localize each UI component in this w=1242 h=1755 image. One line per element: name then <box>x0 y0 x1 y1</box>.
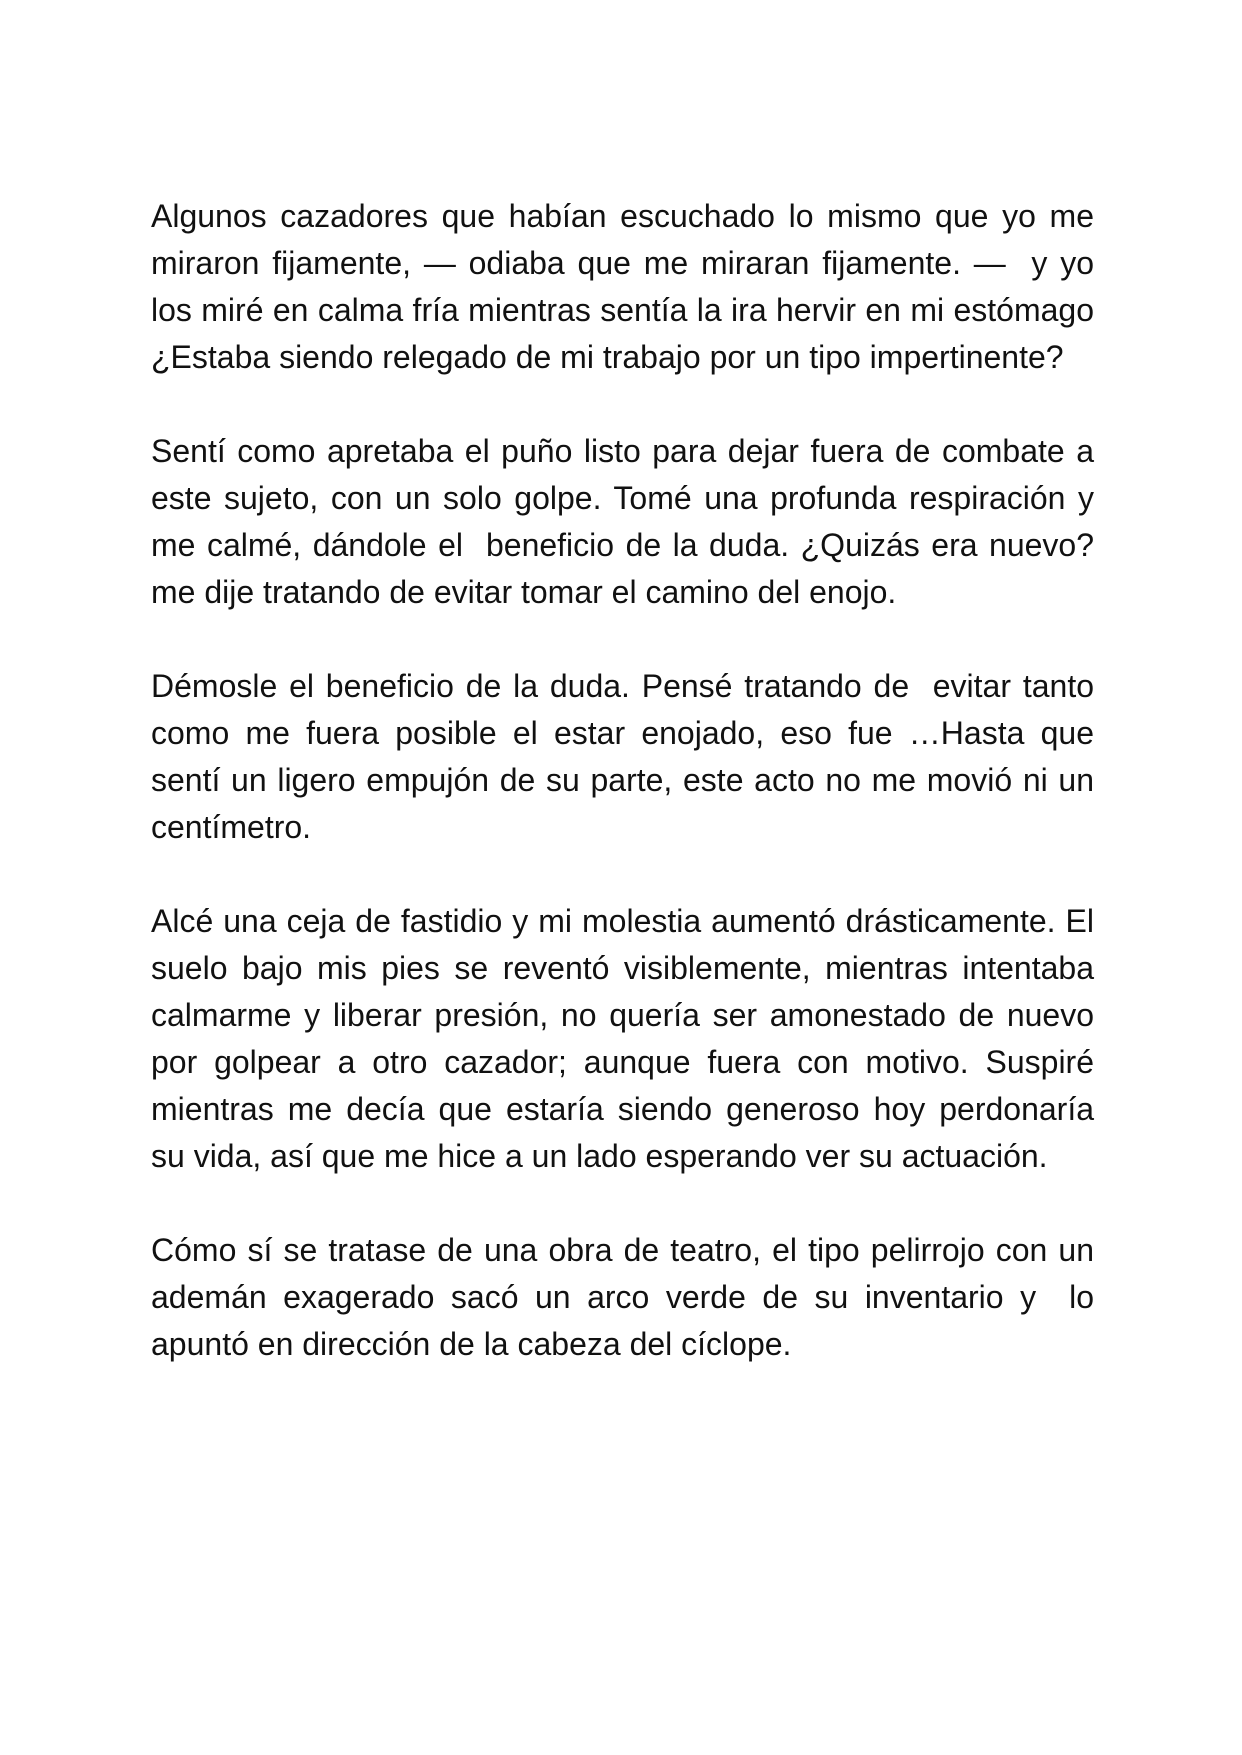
paragraph-5: Cómo sí se tratase de una obra de teatro, el tipo pelirrojo con un ademán exagerado sacó un arco verde de su inventario y lo apuntó en dirección de la cabeza del cíclope. <box>151 1232 1103 1362</box>
paragraph-1: Algunos cazadores que habían escuchado lo mismo que yo me miraron fijamente, — odiaba que me miraran fijamente. — y yo los miré en calma fría mientras sentía la ira hervir en mi estómago ¿Estaba siendo relegado de mi trabajo por un tipo impertinente? <box>151 198 1103 375</box>
paragraph-4: Alcé una ceja de fastidio y mi molestia aumentó drásticamente. El suelo bajo mis pies se reventó visiblemente, mientras intentaba calmarme y liberar presión, no quería ser amonestado de nuevo por golpear a otro cazador; aunque fuera con motivo. Suspiré mientras me decía que estaría siendo generoso hoy perdonaría su vida, así que me hice a un lado esperando ver su actuación. <box>151 903 1103 1174</box>
paragraph-3: Démosle el beneficio de la duda. Pensé tratando de evitar tanto como me fuera posible el estar enojado, eso fue …Hasta que sentí un ligero empujón de su parte, este acto no me movió ni un centímetro. <box>151 668 1103 845</box>
document-body <box>151 193 1103 1368</box>
paragraph-2: Sentí como apretaba el puño listo para dejar fuera de combate a este sujeto, con un solo golpe. Tomé una profunda respiración y me calmé, dándole el beneficio de la duda. ¿Quizás era nuevo? me dije tratando de evitar tomar el camino del enojo. <box>151 433 1103 610</box>
